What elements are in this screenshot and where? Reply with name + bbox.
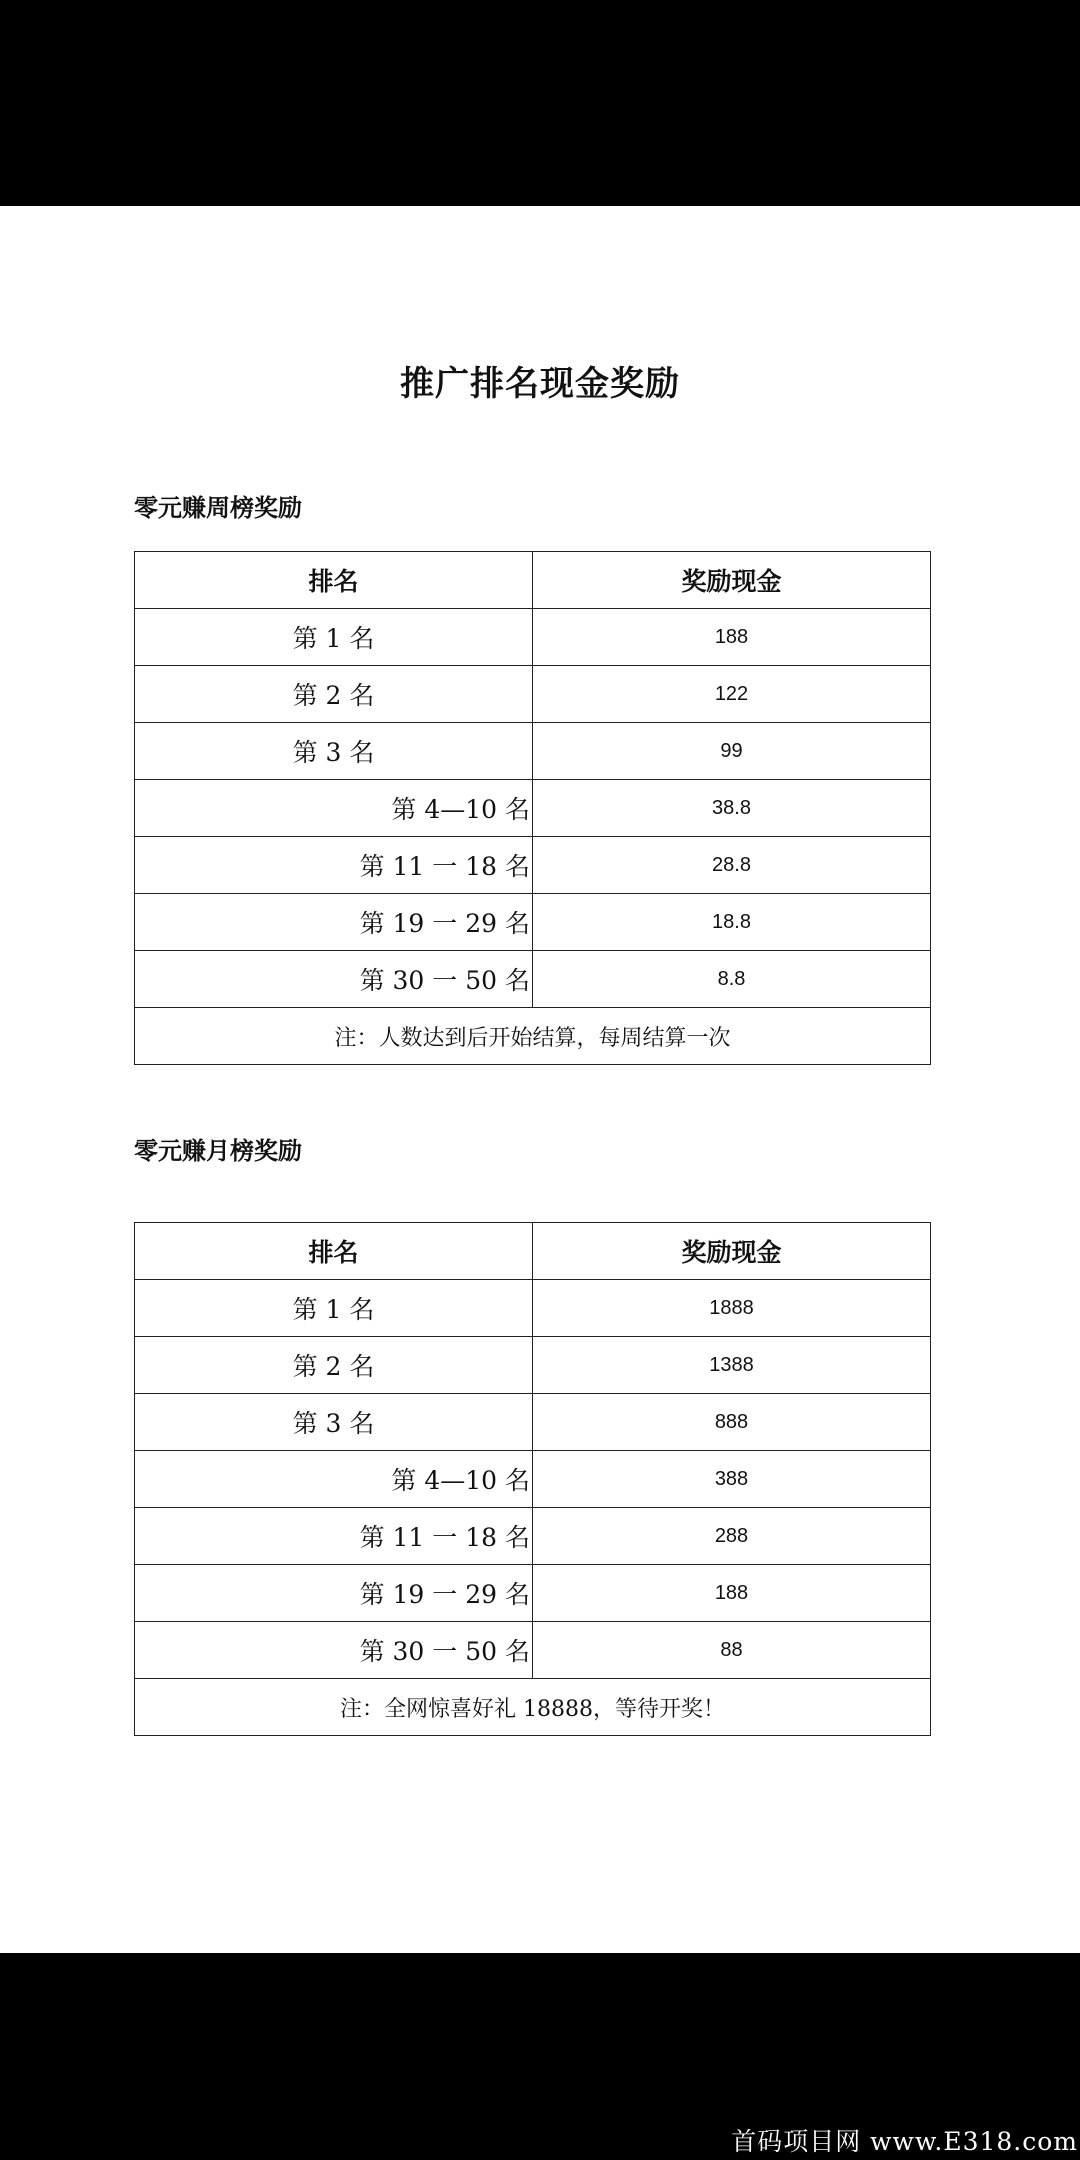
table-row xyxy=(135,1394,931,1451)
amount-cell: 28.8 xyxy=(533,837,931,894)
rank-cell: 第 30 一 50 名 xyxy=(135,1622,533,1679)
table-row xyxy=(135,723,931,780)
rank-column-header: 排名 xyxy=(135,1223,533,1280)
table-row xyxy=(135,1337,931,1394)
reward-column-header: 奖励现金 xyxy=(533,552,931,609)
amount-cell: 18.8 xyxy=(533,894,931,951)
table-row xyxy=(135,951,931,1008)
amount-cell: 122 xyxy=(533,666,931,723)
rank-cell: 第 1 名 xyxy=(135,609,533,666)
table-row xyxy=(135,1565,931,1622)
rank-cell: 第 1 名 xyxy=(135,1280,533,1337)
reward-column-header: 奖励现金 xyxy=(533,1223,931,1280)
amount-cell: 288 xyxy=(533,1508,931,1565)
rank-cell: 第 3 名 xyxy=(135,723,533,780)
rank-column-header: 排名 xyxy=(135,552,533,609)
weekly-note: 注：人数达到后开始结算，每周结算一次 xyxy=(135,1008,931,1065)
amount-cell: 888 xyxy=(533,1394,931,1451)
amount-cell: 388 xyxy=(533,1451,931,1508)
weekly-reward-table xyxy=(134,551,931,1065)
weekly-section-heading: 零元赚周榜奖励 xyxy=(134,494,302,522)
amount-cell: 99 xyxy=(533,723,931,780)
table-note-row xyxy=(135,1008,931,1065)
rank-cell: 第 19 一 29 名 xyxy=(135,1565,533,1622)
rank-cell: 第 4—10 名 xyxy=(135,780,533,837)
monthly-note: 注：全网惊喜好礼 18888，等待开奖！ xyxy=(135,1679,931,1736)
rank-cell: 第 2 名 xyxy=(135,1337,533,1394)
amount-cell: 88 xyxy=(533,1622,931,1679)
amount-cell: 1888 xyxy=(533,1280,931,1337)
rank-cell: 第 30 一 50 名 xyxy=(135,951,533,1008)
table-header-row xyxy=(135,1223,931,1280)
table-row xyxy=(135,1280,931,1337)
document-page xyxy=(0,206,1080,1953)
amount-cell: 8.8 xyxy=(533,951,931,1008)
rank-cell: 第 2 名 xyxy=(135,666,533,723)
table-row xyxy=(135,837,931,894)
table-note-row xyxy=(135,1679,931,1736)
table-row xyxy=(135,894,931,951)
table-row xyxy=(135,666,931,723)
amount-cell: 1388 xyxy=(533,1337,931,1394)
table-row xyxy=(135,1508,931,1565)
rank-cell: 第 3 名 xyxy=(135,1394,533,1451)
monthly-reward-table xyxy=(134,1222,931,1736)
rank-cell: 第 4—10 名 xyxy=(135,1451,533,1508)
amount-cell: 38.8 xyxy=(533,780,931,837)
amount-cell: 188 xyxy=(533,609,931,666)
amount-cell: 188 xyxy=(533,1565,931,1622)
rank-cell: 第 19 一 29 名 xyxy=(135,894,533,951)
table-header-row xyxy=(135,552,931,609)
bottom-black-bar xyxy=(0,1953,1080,2160)
table-row xyxy=(135,780,931,837)
top-black-bar xyxy=(0,0,1080,206)
table-row xyxy=(135,1451,931,1508)
rank-cell: 第 11 一 18 名 xyxy=(135,837,533,894)
document-title: 推广排名现金奖励 xyxy=(400,364,680,404)
watermark-text: 首码项目网 www.E318.com xyxy=(731,2127,1078,2156)
table-row xyxy=(135,609,931,666)
rank-cell: 第 11 一 18 名 xyxy=(135,1508,533,1565)
table-row xyxy=(135,1622,931,1679)
monthly-section-heading: 零元赚月榜奖励 xyxy=(134,1137,302,1165)
